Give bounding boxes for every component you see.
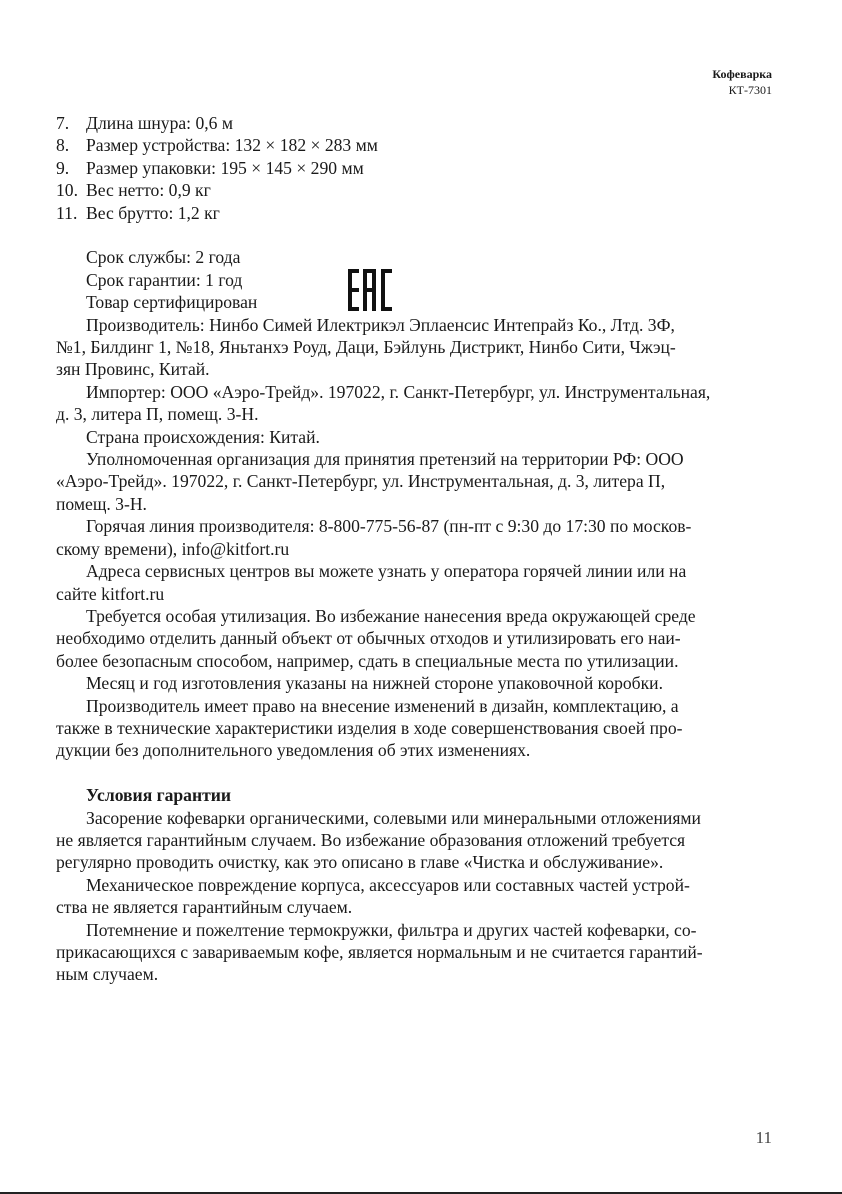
paragraph-disposal: Требуется особая утилизация. Во избежание нанесения вреда окружающей среде необходимо отделить данный объект от обычных отходов и утилизировать его наи- более безопасным способом, например, сдать в специальные места по утилизации. bbox=[56, 605, 696, 671]
spec-number: 8. bbox=[56, 135, 70, 156]
spec-item bbox=[56, 112, 772, 134]
paragraph-authorized-org: Уполномоченная организация для принятия претензий на территории РФ: ООО «Аэро-Трейд». 197022, г. Санкт-Петербург, ул. Инструментальная, д. 3, литера П, помещ. 3-Н. bbox=[56, 449, 684, 514]
paragraph-changes: Производитель имеет право на внесение изменений в дизайн, комплектацию, а также в технические характеристики изделия в ходе совершенствования своей про- дукции без дополнительного уведомления об этих изменениях. bbox=[56, 695, 683, 761]
header-product-title: Кофеварка bbox=[712, 67, 772, 81]
spec-number: 11. bbox=[56, 202, 78, 223]
spec-number: 9. bbox=[56, 157, 70, 178]
spec-number: 10. bbox=[56, 180, 78, 201]
spec-text: Размер устройства: 132 × 182 × 283 мм bbox=[86, 135, 378, 156]
paragraph-warranty-scale: Засорение кофеварки органическими, солевыми или минеральными отложениями не является гарантийным случаем. Во избежание образования отложений требуется регулярно проводить очистку, как это описано в главе «Чистка и обслуживание». bbox=[56, 807, 701, 873]
spec-text: Длина шнура: 0,6 м bbox=[86, 113, 233, 133]
paragraph-manufacturer: Производитель: Нинбо Симей Илектрикэл Эплаенсис Интепрайз Ко., Лтд. 3Ф, №1, Билдинг 1, №18, Яньтанхэ Роуд, Даци, Бэйлунь Дистрикт, Нинбо Сити, Чжэц- зян Провинс, Китай. bbox=[56, 314, 676, 380]
paragraph-hotline: Горячая линия производителя: 8-800-775-56-87 (пн-пт с 9:30 до 17:30 по москов- скому времени), info@kitfort.ru bbox=[56, 516, 692, 559]
header-model-number: КТ-7301 bbox=[728, 83, 772, 97]
spacer bbox=[56, 224, 772, 246]
warranty-section-title: Условия гарантии bbox=[86, 785, 232, 806]
spec-item bbox=[56, 157, 772, 179]
service-life: Срок службы: 2 года bbox=[86, 247, 241, 268]
spec-item bbox=[56, 179, 772, 201]
spec-item bbox=[56, 202, 772, 224]
warranty-period: Срок гарантии: 1 год bbox=[86, 269, 243, 290]
spec-list bbox=[56, 112, 772, 224]
paragraph-warranty-discoloration: Потемнение и пожелтение термокружки, фильтра и других частей кофеварки, со- прикасающихся с завариваемым кофе, является нормальным и не считается гарантий- ным случаем. bbox=[56, 919, 703, 985]
spec-text: Вес брутто: 1,2 кг bbox=[86, 202, 220, 223]
spec-text: Вес нетто: 0,9 кг bbox=[86, 180, 211, 201]
certified-text: Товар сертифицирован bbox=[86, 292, 258, 313]
eac-mark-icon bbox=[348, 269, 392, 311]
spacer bbox=[56, 762, 772, 784]
paragraph-warranty-damage: Механическое повреждение корпуса, аксессуаров или составных частей устрой- ства не является гарантийным случаем. bbox=[56, 874, 690, 918]
certification-line bbox=[56, 291, 772, 313]
paragraph-origin: Страна происхождения: Китай. bbox=[86, 426, 320, 447]
page-number: 11 bbox=[755, 1128, 772, 1147]
spec-text: Размер упаковки: 195 × 145 × 290 мм bbox=[86, 157, 364, 178]
spec-item bbox=[56, 134, 772, 156]
paragraph-manufacture-date: Месяц и год изготовления указаны на нижней стороне упаковочной коробки. bbox=[86, 673, 663, 694]
page-header bbox=[712, 66, 772, 98]
page-content bbox=[56, 112, 772, 986]
paragraph-importer: Импортер: ООО «Аэро-Трейд». 197022, г. Санкт-Петербург, ул. Инструментальная, д. 3, литера П, помещ. 3-Н. bbox=[56, 381, 711, 425]
spec-number: 7. bbox=[56, 113, 70, 133]
paragraph-service-centers: Адреса сервисных центров вы можете узнать у оператора горячей линии или на сайте kitfort.ru bbox=[56, 561, 687, 604]
